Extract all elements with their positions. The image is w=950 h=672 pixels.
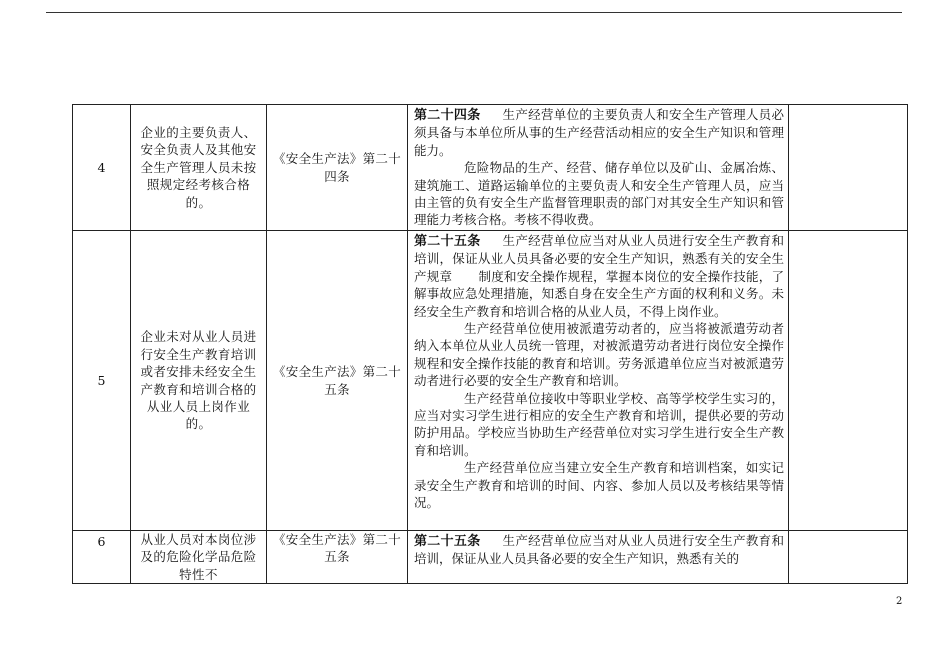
article-paragraph: 生产经营单位使用被派遣劳动者的，应当将被派遣劳动者纳入本单位从业人员统一管理，对被派遣劳动者进行岗位安全操作规程和安全操作技能的教育和培训。劳务派遣单位应当对被派遣劳动者进行必要的安全生产教育和培训。 <box>414 321 784 389</box>
article-text <box>408 231 789 531</box>
article-paragraph: 生产经营单位接收中等职业学校、高等学校学生实习的，应当对实习学生进行相应的安全生产教育和培训，提供必要的劳动防护用品。学校应当协助生产经营单位对实习学生进行安全生产教育和培训。 <box>414 390 784 458</box>
row-number: 5 <box>73 231 131 531</box>
violation-description: 企业的主要负责人、安全负责人及其他安全生产管理人员未按照规定经考核合格的。 <box>131 105 267 231</box>
table-row <box>73 531 908 584</box>
article-paragraph-text: 生产经营单位应当对从业人员进行安全生产教育和培训，保证从业人员具备必要的安全生产知识，熟悉有关的 <box>414 533 784 567</box>
article-paragraph-text: 生产经营单位的主要负责人和安全生产管理人员必须具备与本单位所从事的生产经营活动相应的安全生产知识和管理能力。 <box>414 107 784 158</box>
law-reference: 《安全生产法》第二十五条 <box>267 531 408 584</box>
article-text <box>408 531 789 584</box>
article-paragraph: 生产经营单位应当建立安全生产教育和培训档案，如实记录安全生产教育和培训的时间、内容、参加人员以及考核结果等情况。 <box>414 460 784 511</box>
header-rule <box>46 12 902 13</box>
remarks-cell <box>789 231 908 531</box>
table-row <box>73 105 908 231</box>
article-paragraph <box>414 232 784 320</box>
remarks-cell <box>789 105 908 231</box>
article-paragraph <box>414 532 784 568</box>
violation-description: 企业未对从业人员进行安全生产教育培训或者安排未经安全生产教育和培训合格的从业人员上岗作业的。 <box>131 231 267 531</box>
violation-description: 从业人员对本岗位涉及的危险化学品危险特性不 <box>131 531 267 584</box>
remarks-cell <box>789 531 908 584</box>
article-paragraph: 危险物品的生产、经营、储存单位以及矿山、金属冶炼、建筑施工、道路运输单位的主要负责人和安全生产管理人员，应当由主管的负有安全生产监督管理职责的部门对其安全生产知识和管理能力考核合格。考核不得收费。 <box>414 160 784 228</box>
article-text <box>408 105 789 231</box>
page-number: 2 <box>896 596 903 607</box>
regulation-table <box>72 104 908 584</box>
row-number: 4 <box>73 105 131 231</box>
article-title: 第二十五条 <box>414 234 481 249</box>
law-reference: 《安全生产法》第二十四条 <box>267 105 408 231</box>
law-reference: 《安全生产法》第二十五条 <box>267 231 408 531</box>
article-paragraph-text: 制度和安全操作规程，掌握本岗位的安全操作技能，了解事故应急处理措施，知悉自身在安全生产方面的权利和义务。未经安全生产教育和培训合格的从业人员，不得上岗作业。 <box>414 268 784 319</box>
article-paragraph <box>414 106 784 159</box>
article-paragraph-text: 生产经营单位应当对从业人员进行安全生产教育和培训，保证从业人员具备必要的安全生产知识，熟悉有关的安全生产规章 <box>414 233 784 284</box>
article-title: 第二十四条 <box>414 108 481 123</box>
table-row <box>73 231 908 531</box>
row-number: 6 <box>73 531 131 584</box>
article-title: 第二十五条 <box>414 534 481 549</box>
